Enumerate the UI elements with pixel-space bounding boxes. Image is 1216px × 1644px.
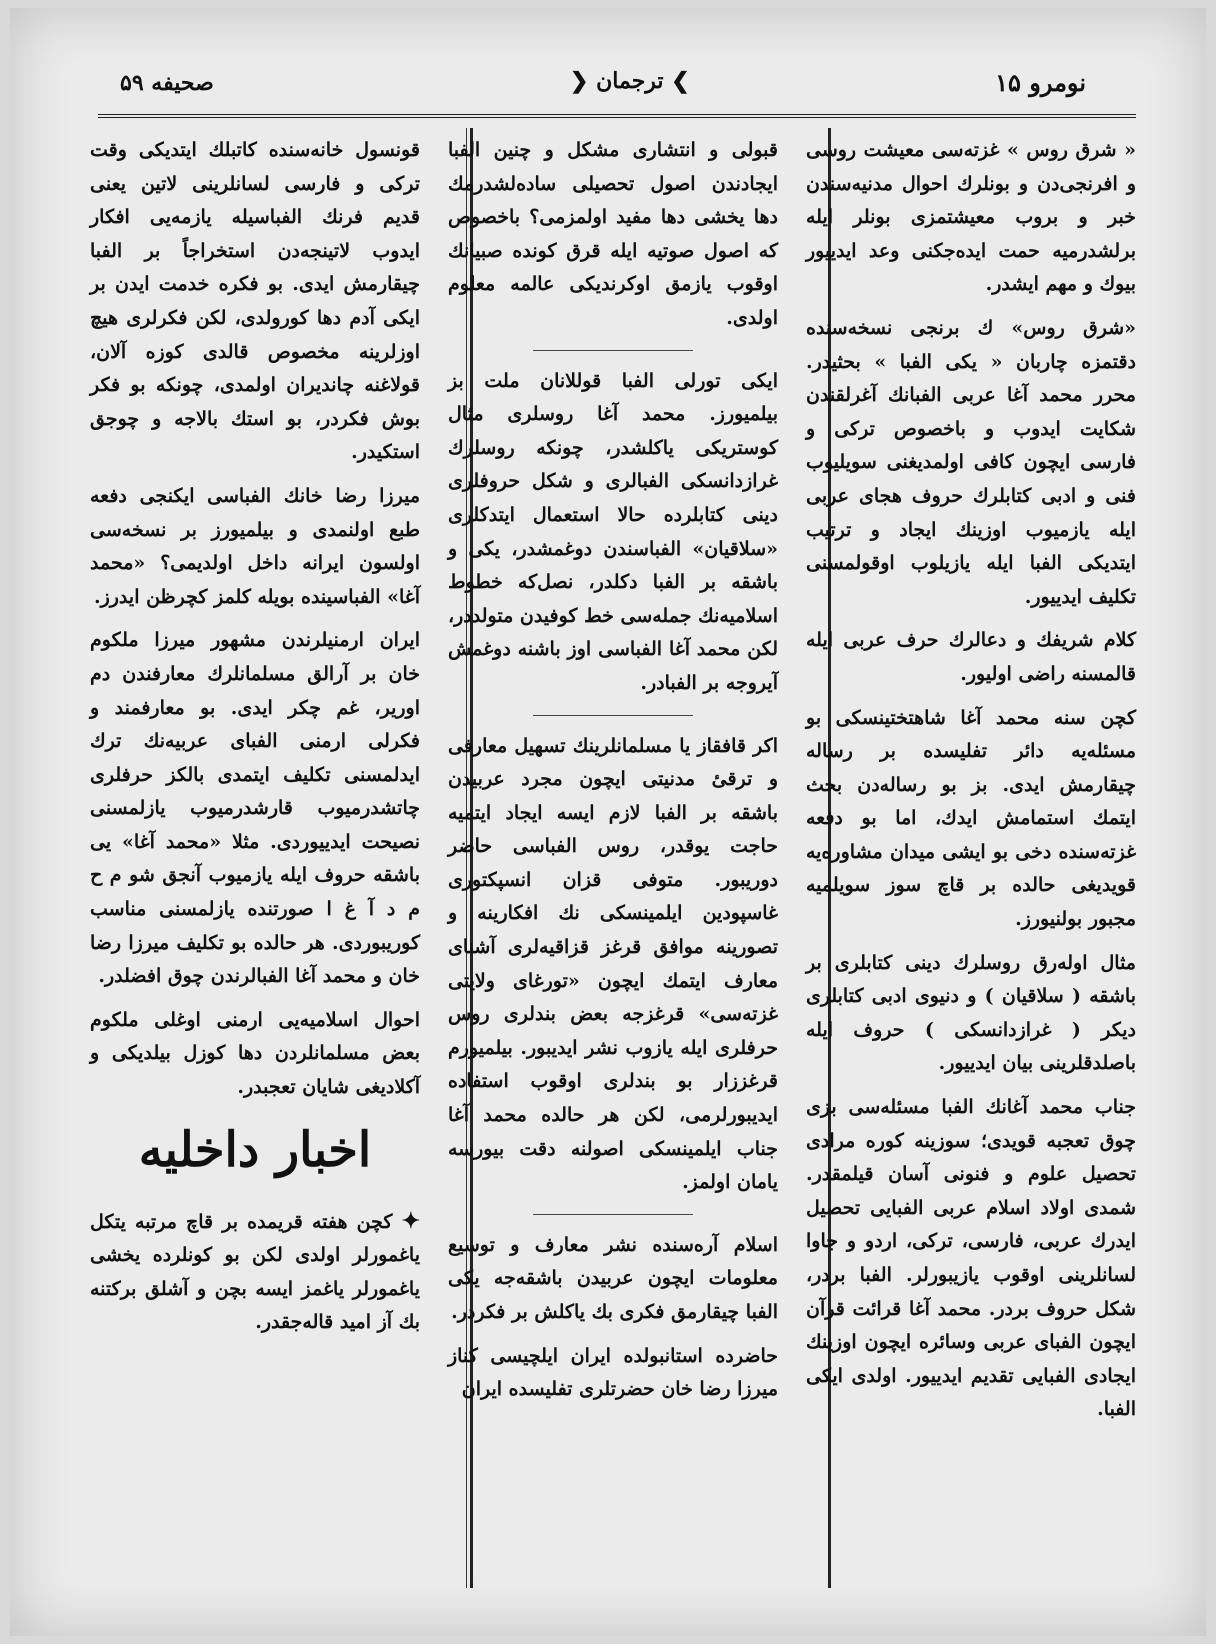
ornament-left-icon: ❮ [570,68,589,94]
paragraph: قبولی و انتشاری مشکل و چنین الفبا ایجادندن اصول تحصیلی ساده‌لشدرمك دها یخشی دها مفید اولمزمی؟ باخصوص که اصول صوتیه ایله قرق کونده صبیانك اوقوب یازمق اوکرندیکی عالمه معلوم اولدی. [448,139,778,329]
paragraph: قونسول خانه‌سنده کاتبلك ایتدیکی وقت ترکی و فارسی لسانلرینی لاتین یعنی قدیم فرنك الفباسیله یازمه‌یی افکار ایدوب لاتینجه‌دن استخراجاً بر الفبا چیقارمش ایدی. بو فکره خدمت ایدن بر ایکی آدم دها کورولدی، لکن فکرلری هیچ اوزلرینه مخصوص قالدی کوزه آلان، قولاغنه چاندیران اولمدی، چونکه بو فکر بوش فکردر، بو استك بالاجه و چوجق استکیدر. [90,139,420,464]
column-right [806,134,1136,1574]
news-item [90,1205,420,1340]
newspaper-title: ترجمان [596,68,664,94]
star-bullet-icon: ✦ [401,1207,420,1234]
section-separator [533,715,693,716]
section-heading-domestic-news: اخبار داخلیه [138,1121,372,1178]
paragraph: « شرق روس » غزته‌سی معیشت روسی و افرنجی‌دن و بونلرك احوال مدنیه‌سندن خبر و بروب معیشتمزی بونلر ایله برلشدرمیه حمت ایده‌جکنی وعد ایدییور بیوك و مهم ایشدر. [806,139,1136,296]
column-left [90,134,420,1574]
paragraph: اکر قافقاز یا مسلمانلرینك تسهیل معارفی و ترقیٔ مدنیتی ایچون مجرد عربیدن باشقه بر الفبا لازم ایسه ایجاد ایتمیه حاجت یوقدر، روس الفباسی حاضر دوریبور. متوفی قزان انسپکتوری غاسپودین ایلمینسکی نك افکارینه و تصورینه موافق قرغز قزاقیه‌لری آشنای معارف ایتمك ایچون «تورغای ولایتی غزته‌سی» قرغزجه بعض بندلری روس حرفلری ایله یازوب نشر ایدیبور. بیلمیورم قرغززار بو بندلری اوقوب استفاده ایدیبورلرمی، لکن هر حالده محمد آغا جناب ایلمینسکی اصولنه دقت بیورسه یامان اولمز. [448,734,778,1194]
paragraph: احوال اسلامیه‌یی ارمنی اوغلی ملکوم بعض مسلمانلردن دها کوزل بیلدیکی و آکلادیغی شایان تعجبدر. [90,1008,420,1099]
paragraph: کلام شریفك و دعالرك حرف عربی ایله قالمسنه راضی اولیور. [806,629,1136,685]
paragraph: کچن سنه محمد آغا شاهتختینسکی بو مسئله‌یه دائر تفلیسده بر رساله چیقارمش ایدی. بز بو رساله‌دن بحث ایتمك استمامش ایدك، اما بو دفعه غزته‌سنده دخی بو ایشی میدان مشاوره‌یه قویدیغی حالده بر قاچ سوز سویلمیه مجبور بولنیورز. [806,706,1136,931]
paragraph: میرزا رضا خانك الفباسی ایکنجی دفعه طبع اولنمدی و بیلمیورز بر نسخه‌سی اولسون ایرانه داخل اولدیمی؟ «محمد آغا» الفباسینده بویله کلمز کچرظن ایدرز. [90,484,420,608]
masthead-title [570,68,690,94]
paragraph: جناب محمد آغانك الفبا مسئله‌سی بزی چوق تعجبه قویدی؛ سوزینه کوره مرادی تحصیل علوم و فنونی آسان قیلمقدر. شمدی اولاد اسلام عربی الفبایی تحصیل ایدرك عربی، فارسی، ترکی، اردو و جاوا لسانلرینی اوقوب یازیبورلر. الفبا بردر، شکل حروف بردر. محمد آغا قرائت قرآن ایچون الفبای عربی وسائره ایچون اوزینك ایجادی الفبایی تقدیم ایدییور. اولدی ایکی الفبا. [806,1096,1136,1421]
page-number: صحیفه ۵۹ [120,70,214,96]
paragraph: مثال اولەرق روسلرك دینی کتابلری بر باشقه ( سلاقیان ) و دنیوی ادبی کتابلری دیکر ( غرازدانسکی ) حروف ایله باصلدقلرینی بیان ایدییور. [806,951,1136,1075]
paragraph: اسلام آره‌سنده نشر معارف و توسیع معلومات ایچون عربیدن باشقه‌جه یکی الفبا چیقارمق فکری بك یاکلش بر فکردر. [448,1233,778,1323]
section-separator [533,350,693,351]
column-middle [448,134,778,1574]
paragraph: حاضرده استانبولده ایران ایلچیسی کناز میرزا رضا خان حضرتلری تفلیسده ایران [448,1344,778,1401]
header-rule [98,114,1136,118]
page-header [10,58,1206,118]
section-separator [533,1214,693,1215]
paragraph: «شرق روس» ك برنجی نسخه‌سنده دقتمزه چاربان « یکی الفبا » بحثیدر. محرر محمد آغا عربی الفبانك آغرلقندن شکایت ایدوب و باخصوص ترکی و فارسی ایچون کافی اولمدیغنی سویلیوب فنی و ادبی کتابلرك حروف هجای عربی ایله یازمیوب اوزینك ایجاد و ترتیب ایتدیکی الفبا ایله یازیلوب اوقولمسنی تکلیف ایدییور. [806,316,1136,608]
paragraph: ایران ارمنیلرندن مشهور میرزا ملکوم خان بر آرالق مسلمانلرك معارفندن دم اوریر، غم چکر ایدی. بو معارفمند و فکرلی ارمنی الفبای عربیه‌نك ترك ایدلمسنی تکلیف ایتمدی بالکز حرفلری چاتشدرمیوب قارشدرمیوب یازلمسنی نصیحت ایدییوردی. مثلا «محمد آغا» یی باشقه حروف ایله یازمیوب آنجق شو م ح م د آ غ ا صورتنده یازلمسنی مناسب کوریبوردی. هر حالده بو تکلیف میرزا رضا خان و محمد آغا الفبالرندن چوق افضلدر. [90,629,420,988]
news-text: کچن هفته قریمده بر قاچ مرتبه یتکل یاغمورلر اولدی لکن بو کونلرده یخشی یاغمورلر یاغمز ایسه بچن و آشلق برکتنه بك آز امید قاله‌جقدر. [90,1210,420,1334]
ornament-right-icon: ❯ [671,68,690,94]
paragraph: ایکی تورلی الفبا قوللانان ملت بز بیلمیورز. محمد آغا روسلری مثال کوستریکی یاکلشدر، چونکه روسلرك غرازدانسکی الفبالری و شکل حروفلری دینی کتابلرده حالا استعمال ایتدکلری «سلاقیان» الفباسندن دوغمشدر، یکی و باشقه بر الفبا دکلدر، نصل‌که خطوط اسلامیه‌نك جمله‌سی خط کوفیدن متولددر، لکن محمد آغا الفباسی اوز باشنه دوغمش آیروجه بر الفبادر. [448,369,778,694]
newspaper-page [10,8,1206,1636]
issue-number: نومرو ۱۵ [995,68,1086,97]
